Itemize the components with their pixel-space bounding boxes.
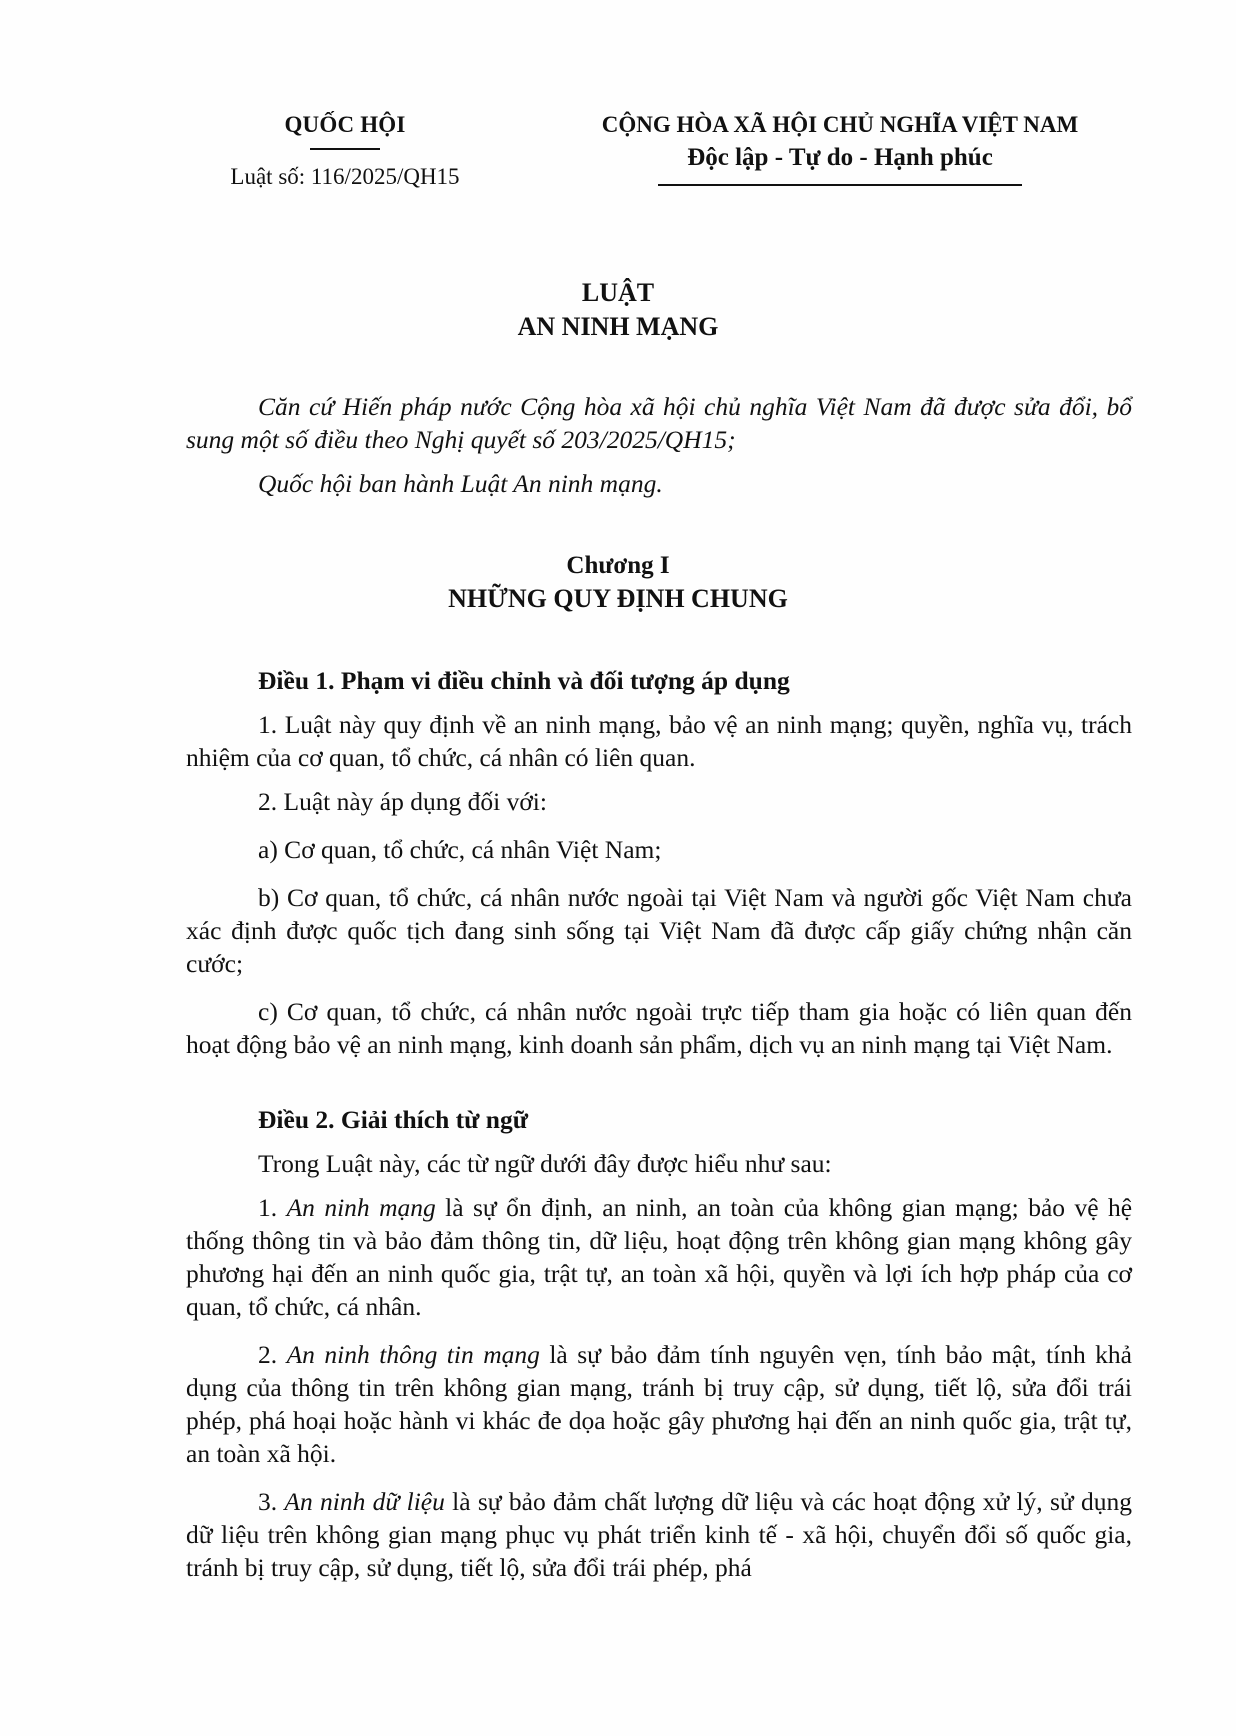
article-1-point-b: b) Cơ quan, tổ chức, cá nhân nước ngoài tại Việt Nam và người gốc Việt Nam chưa xác định được quốc tịch đang sinh sống tại Việt Nam đã được cấp giấy chứng nhận căn cước; [186, 883, 1132, 978]
definition-number: 2. [258, 1340, 287, 1369]
preamble-enactment: Quốc hội ban hành Luật An ninh mạng. [258, 469, 663, 498]
article-1 [186, 664, 1132, 1061]
defined-term: An ninh mạng [286, 1193, 436, 1222]
definition-1 [186, 1191, 1132, 1323]
chapter-heading [0, 552, 1236, 614]
issuer-name: QUỐC HỘI [284, 112, 406, 137]
law-number: Luật số: 116/2025/QH15 [230, 164, 460, 189]
motto-underline [658, 184, 1022, 186]
definition-3 [186, 1485, 1132, 1584]
document-title [0, 278, 1236, 342]
defined-term: An ninh dữ liệu [284, 1487, 445, 1516]
definition-text: là sự bảo đảm tính nguyên vẹn, tính bảo mật, tính khả dụng của thông tin trên không gian mạng, tránh bị truy cập, sử dụng, tiết lộ, sửa đổi trái phép, phá hoại hoặc hành vi khác đe dọa hoặc gây phương hại đến an ninh quốc gia, trật tự, an toàn xã hội. [186, 1340, 1132, 1468]
chapter-label: Chương I [566, 552, 670, 579]
title-name: AN NINH MẠNG [517, 312, 719, 341]
article-1-clause-2: 2. Luật này áp dụng đối với: [258, 787, 547, 816]
definition-number: 1. [258, 1193, 287, 1222]
chapter-name: NHỮNG QUY ĐỊNH CHUNG [448, 584, 788, 613]
national-motto: Độc lập - Tự do - Hạnh phúc [687, 144, 993, 171]
article-1-heading: Điều 1. Phạm vi điều chỉnh và đối tượng áp dụng [258, 666, 790, 695]
definition-number: 3. [258, 1487, 285, 1516]
article-1-point-a: a) Cơ quan, tổ chức, cá nhân Việt Nam; [258, 835, 662, 864]
defined-term: An ninh thông tin mạng [286, 1340, 540, 1369]
preamble-basis: Căn cứ Hiến pháp nước Cộng hòa xã hội chủ nghĩa Việt Nam đã được sửa đổi, bổ sung một số điều theo Nghị quyết số 203/2025/QH15; [186, 392, 1132, 454]
article-1-point-c: c) Cơ quan, tổ chức, cá nhân nước ngoài trực tiếp tham gia hoặc có liên quan đến hoạt động bảo vệ an ninh mạng, kinh doanh sản phẩm, dịch vụ an ninh mạng tại Việt Nam. [186, 997, 1132, 1059]
national-header [570, 112, 1110, 186]
definition-text: là sự bảo đảm chất lượng dữ liệu và các hoạt động xử lý, sử dụng dữ liệu trên không gian mạng phục vụ phát triển kinh tế - xã hội, chuyển đổi số quốc gia, tránh bị truy cập, sử dụng, tiết lộ, sửa đổi trái phép, phá [186, 1487, 1132, 1582]
issuer-block [200, 112, 490, 190]
article-1-clause-1: 1. Luật này quy định về an ninh mạng, bảo vệ an ninh mạng; quyền, nghĩa vụ, trách nhiệm của cơ quan, tổ chức, cá nhân có liên quan. [186, 710, 1132, 772]
preamble [186, 390, 1132, 500]
title-type: LUẬT [581, 278, 655, 307]
article-2-heading: Điều 2. Giải thích từ ngữ [258, 1105, 529, 1134]
nation-name: CỘNG HÒA XÃ HỘI CHỦ NGHĨA VIỆT NAM [601, 112, 1079, 137]
article-2-intro: Trong Luật này, các từ ngữ dưới đây được hiểu như sau: [258, 1149, 832, 1178]
definition-2 [186, 1338, 1132, 1470]
definition-text: là sự ổn định, an ninh, an toàn của không gian mạng; bảo vệ hệ thống thông tin và bảo đảm thông tin, dữ liệu, hoạt động trên không gian mạng không gây phương hại đến an ninh quốc gia, trật tự, an toàn xã hội, quyền và lợi ích hợp pháp của cơ quan, tổ chức, cá nhân. [186, 1193, 1133, 1321]
article-2 [186, 1103, 1132, 1584]
issuer-underline [310, 148, 380, 150]
